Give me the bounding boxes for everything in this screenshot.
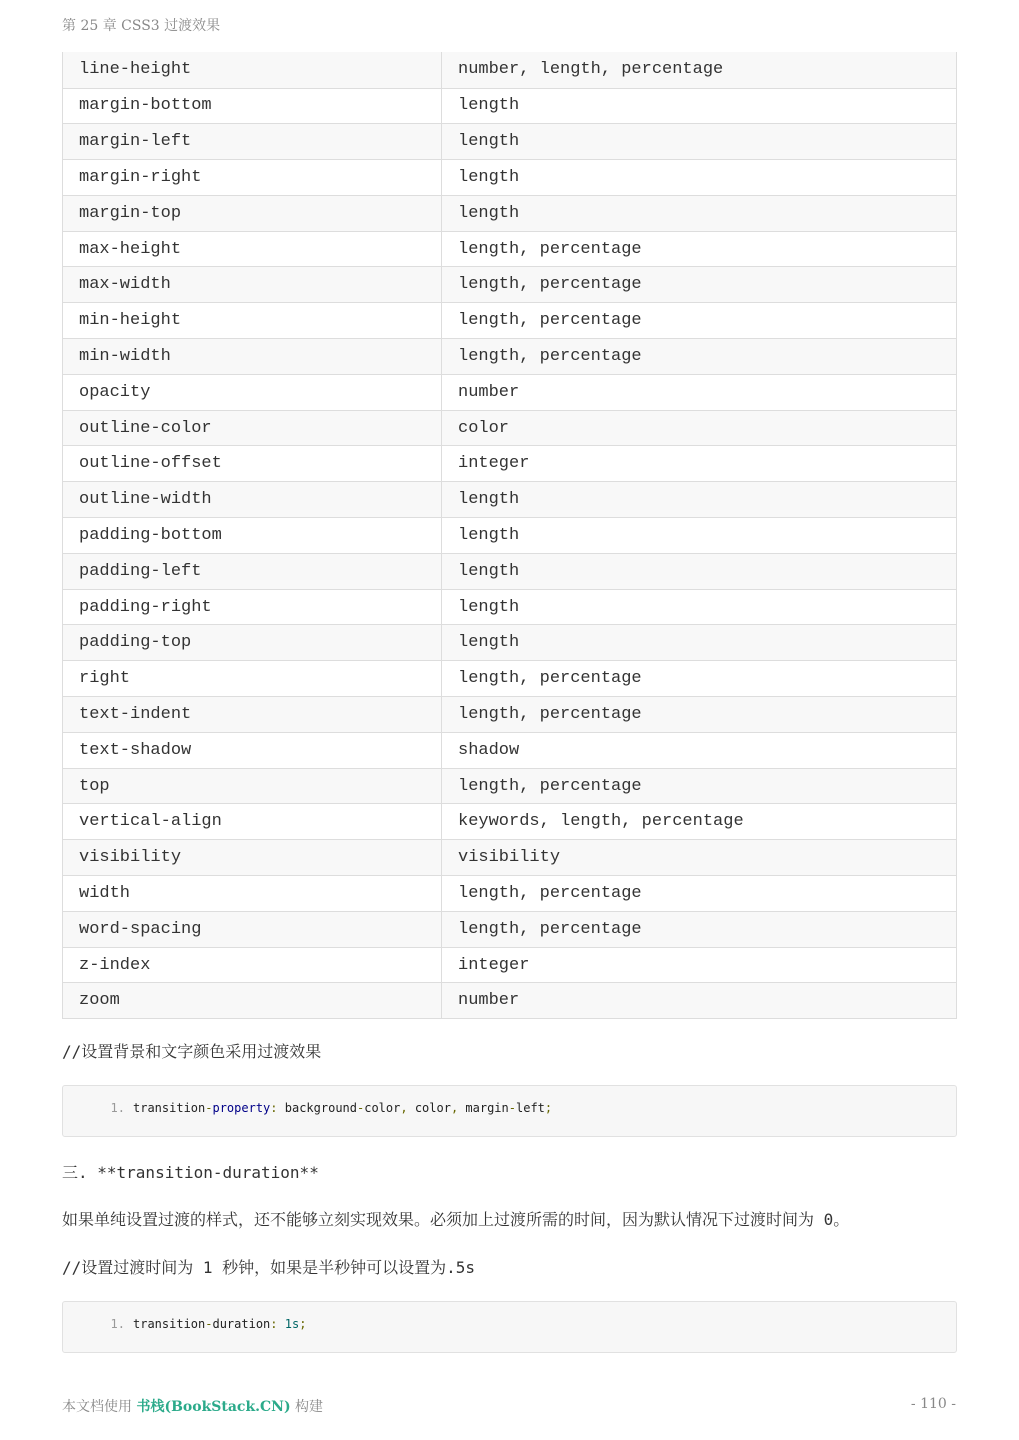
table-row (63, 661, 957, 697)
property-name-cell: max-height (63, 231, 442, 267)
table-row (63, 911, 957, 947)
footer-prefix: 本文档使用 (62, 1399, 137, 1415)
code-token: ; (544, 1101, 553, 1115)
value-type-cell: length (442, 88, 957, 124)
property-name-cell: margin-left (63, 124, 442, 160)
code-token: transition (133, 1101, 206, 1115)
value-type-cell: length, percentage (442, 876, 957, 912)
table-row (63, 267, 957, 303)
code-line (99, 1101, 552, 1115)
value-type-cell: length (442, 195, 957, 231)
table-row (63, 124, 957, 160)
property-name-cell: margin-right (63, 160, 442, 196)
property-name-cell: opacity (63, 374, 442, 410)
css-properties-table (62, 52, 957, 1019)
value-type-cell: length, percentage (442, 911, 957, 947)
property-name-cell: z-index (63, 947, 442, 983)
property-name-cell: padding-bottom (63, 518, 442, 554)
table-row (63, 518, 957, 554)
property-name-cell: outline-color (63, 410, 442, 446)
table-row (63, 88, 957, 124)
property-name-cell: max-width (63, 267, 442, 303)
property-name-cell: visibility (63, 840, 442, 876)
line-number: 1. (110, 1101, 125, 1115)
code-token: - (508, 1101, 516, 1115)
table-row (63, 303, 957, 339)
page-number: - 110 - (910, 1396, 956, 1412)
property-name-cell: padding-right (63, 589, 442, 625)
code-token: - (205, 1317, 213, 1331)
property-name-cell: vertical-align (63, 804, 442, 840)
code-token: - (205, 1101, 213, 1115)
code-token: : (270, 1317, 278, 1331)
code-token: : (270, 1101, 278, 1115)
table-row (63, 947, 957, 983)
code-token: transition (133, 1317, 206, 1331)
table-row (63, 625, 957, 661)
comment-duration: //设置过渡时间为 1 秒钟，如果是半秒钟可以设置为.5s (62, 1258, 476, 1277)
value-type-cell: length (442, 589, 957, 625)
property-name-cell: text-indent (63, 697, 442, 733)
value-type-cell: number, length, percentage (442, 52, 957, 88)
value-type-cell: length (442, 124, 957, 160)
property-name-cell: min-width (63, 339, 442, 375)
table-row (63, 589, 957, 625)
value-type-cell: number (442, 374, 957, 410)
code-token: color (364, 1101, 401, 1115)
value-type-cell: length, percentage (442, 697, 957, 733)
value-type-cell: length (442, 518, 957, 554)
code-token: background (277, 1101, 357, 1115)
value-type-cell: shadow (442, 732, 957, 768)
table-row (63, 374, 957, 410)
value-type-cell: number (442, 983, 957, 1019)
value-type-cell: length (442, 482, 957, 518)
value-type-cell: visibility (442, 840, 957, 876)
value-type-cell: integer (442, 947, 957, 983)
property-name-cell: zoom (63, 983, 442, 1019)
code-block-transition-property (62, 1085, 957, 1137)
property-name-cell: top (63, 768, 442, 804)
code-token: ; (299, 1317, 307, 1331)
property-name-cell: padding-top (63, 625, 442, 661)
table-row (63, 410, 957, 446)
table-row (63, 52, 957, 88)
table-row (63, 339, 957, 375)
property-name-cell: padding-left (63, 553, 442, 589)
code-block-transition-duration (62, 1301, 957, 1353)
code-token: left (516, 1101, 545, 1115)
table-row (63, 983, 957, 1019)
bookstack-link[interactable]: 书栈(BookStack.CN) (136, 1399, 291, 1415)
value-type-cell: length (442, 625, 957, 661)
table-row (63, 768, 957, 804)
value-type-cell: length, percentage (442, 231, 957, 267)
table-row (63, 195, 957, 231)
value-type-cell: length, percentage (442, 267, 957, 303)
table-row (63, 553, 957, 589)
property-name-cell: margin-bottom (63, 88, 442, 124)
footer-suffix: 构建 (290, 1399, 324, 1415)
value-type-cell: length, percentage (442, 339, 957, 375)
code-token: property (212, 1101, 271, 1115)
section-heading: 三. **transition-duration** (62, 1163, 319, 1182)
comment-background-color: //设置背景和文字颜色采用过渡效果 (62, 1042, 322, 1061)
footer-credit (62, 1396, 323, 1416)
code-token: 1s (284, 1317, 300, 1331)
table-row (63, 840, 957, 876)
body-paragraph: 如果单纯设置过渡的样式，还不能够立刻实现效果。必须加上过渡所需的时间，因为默认情况下过渡时间为 0。 (62, 1210, 850, 1229)
property-name-cell: right (63, 661, 442, 697)
property-name-cell: min-height (63, 303, 442, 339)
value-type-cell: color (442, 410, 957, 446)
table-row (63, 804, 957, 840)
code-token: duration (212, 1317, 271, 1331)
code-line (99, 1317, 306, 1331)
property-name-cell: margin-top (63, 195, 442, 231)
property-name-cell: width (63, 876, 442, 912)
table-row (63, 697, 957, 733)
value-type-cell: length (442, 553, 957, 589)
table-row (63, 231, 957, 267)
value-type-cell: length (442, 160, 957, 196)
value-type-cell: length, percentage (442, 661, 957, 697)
table-row (63, 732, 957, 768)
line-number: 1. (110, 1317, 125, 1331)
code-token: , (450, 1101, 459, 1115)
table-row (63, 876, 957, 912)
property-name-cell: outline-width (63, 482, 442, 518)
code-token: margin (458, 1101, 509, 1115)
table-row (63, 446, 957, 482)
table-row (63, 160, 957, 196)
code-token: , (400, 1101, 408, 1115)
page-header: 第 25 章 CSS3 过渡效果 (62, 18, 221, 34)
value-type-cell: length, percentage (442, 768, 957, 804)
code-token: color (407, 1101, 451, 1115)
property-name-cell: outline-offset (63, 446, 442, 482)
property-name-cell: word-spacing (63, 911, 442, 947)
property-name-cell: text-shadow (63, 732, 442, 768)
value-type-cell: length, percentage (442, 303, 957, 339)
code-token (278, 1317, 285, 1331)
code-token: - (357, 1101, 365, 1115)
value-type-cell: integer (442, 446, 957, 482)
table-row (63, 482, 957, 518)
property-name-cell: line-height (63, 52, 442, 88)
value-type-cell: keywords, length, percentage (442, 804, 957, 840)
